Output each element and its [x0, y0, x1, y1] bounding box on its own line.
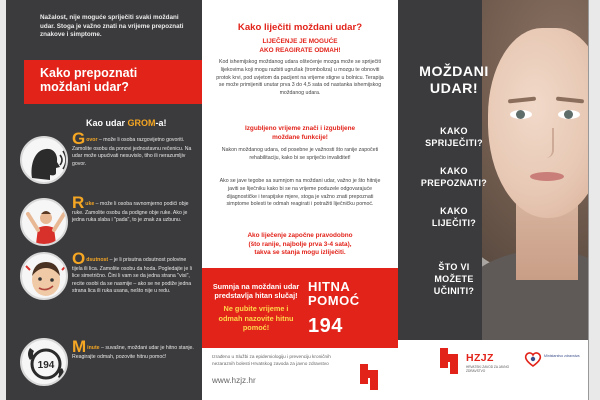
red-note-2-line-1: Izgubljeno vrijeme znači i izgubljene — [244, 125, 356, 132]
portrait-lips — [530, 172, 564, 181]
question-action-line-1: ŠTO VI — [438, 262, 470, 272]
banner-line-2: moždani udar? — [40, 79, 129, 94]
hitna-label: HITNA — [308, 279, 351, 294]
pomoc-label: POMOĆ — [308, 292, 360, 308]
grom-text-minute — [72, 337, 194, 361]
recognize-banner — [24, 60, 202, 104]
question-recognize-line-1: KAKO — [440, 166, 468, 176]
cover-question-action — [404, 262, 504, 298]
grom-text-govor — [72, 129, 194, 168]
emergency-phone-number: 194 — [308, 315, 343, 338]
asymmetric-face-icon — [20, 252, 68, 300]
red-note-2-line-2: moždane funkcije! — [272, 133, 328, 141]
red-note-3 — [216, 232, 384, 258]
treatment-paragraph-3: Ako se javе tegobe sa sumnjom na moždani udar, važno je što hitnije javiti se liječniku kako bi se na vrijeme poduzele odgovarajuće dijagnostičke i terapijske mjere, stoga je važno znati prepoznati simptome bolesti te odmah reagirati i potražiti liječničku pomoć. — [219, 178, 381, 208]
cover-title-line-2: UDAR! — [429, 81, 479, 98]
grom-text-ruke — [72, 193, 194, 225]
red-note-3-line-2: (što ranije, najbolje prva 3-4 sata), — [248, 240, 352, 248]
emergency-number-block — [308, 268, 396, 348]
treatment-paragraph-1: Kod ishemijskog moždanog udara oštećenje mozga može se spriječiti lijekovima koji mogu razbiti ugrušak (tromboliza) u mozgu te obnoviti protok krvi, pod uvjetom da pacijent na vrijeme stigne u bolnicu. Terapija se može primijeniti unutar prva 3 do 4,5 sata od nastanka ishemijskog moždanog udara. — [216, 59, 384, 97]
credit-text: Izrađeno u Službi za epidemiologiju i prevenciju kroničnih nezaraznih bolesti Hrvatskog zavoda za javno zdravstvo — [212, 354, 331, 366]
grom-word-minute: inute — [87, 345, 100, 351]
question-treat-line-1: KAKO — [440, 206, 468, 216]
grom-desc-ruke: – može li osoba ravnomjerno podići obje ruke. Zamolite osobu da podigne obje ruke. Ako je jedna ruka slaba i "pada", to je znak za uzbunu. — [72, 201, 189, 224]
panel-cover — [398, 0, 588, 400]
grom-text-odsutnost — [72, 249, 194, 296]
intro-text: Nažalost, nije moguće spriječiti svaki moždani udar. Stoga je važno znati na vrijeme prepoznati znakove i simptome. — [40, 14, 184, 39]
hzjz-logo-icon — [440, 348, 462, 374]
grom-subtitle — [86, 118, 167, 128]
red-note-2 — [216, 125, 384, 142]
grom-letter-r: R — [72, 193, 85, 212]
page-edge-divider — [588, 0, 589, 400]
panel-recognize — [6, 0, 202, 400]
cover-question-recognize — [404, 166, 504, 190]
red-note-3-line-3: takva se stanja mogu izliječiti. — [254, 249, 346, 257]
question-action-line-3: UČINITI? — [433, 285, 475, 296]
cover-title — [404, 64, 504, 99]
emergency-message — [202, 268, 304, 348]
question-prevent-line-1: KAKO — [440, 126, 468, 136]
banner-line-1: Kako prepoznati — [40, 66, 138, 80]
brochure-sheet — [6, 0, 588, 400]
raised-hands-icon — [20, 198, 68, 246]
cover-title-line-1: MOŽDANI — [419, 64, 489, 80]
question-prevent-line-2: SPRIJEČITI? — [425, 137, 483, 148]
grom-desc-minute: – suvašne, moždani udar je hitno stanje. Reagirajte odmah, pozovite hitnu pomoć! — [72, 345, 194, 360]
red-note-1-line-2: AKO REAGIRATE ODMAH! — [259, 46, 341, 54]
grom-letter-g: G — [72, 129, 86, 148]
red-note-3-line-1: Ako liječenje započne pravodobno — [247, 232, 353, 239]
question-treat-line-2: LIJEČITI? — [431, 217, 477, 228]
grom-letter-o: O — [72, 249, 86, 268]
ministry-heart-icon — [524, 350, 542, 368]
portrait-eye-right — [558, 110, 580, 119]
red-note-1-line-1: LIJEČENJE JE MOGUĆE — [262, 38, 338, 45]
grom-letter-m: M — [72, 337, 87, 356]
hzjz-logo-text: HZJZ — [466, 352, 494, 364]
cover-question-treat — [404, 206, 504, 230]
grom-subtitle-prefix: Kao udar — [86, 118, 128, 128]
website-link[interactable]: www.hzjz.hr — [212, 376, 256, 385]
red-note-1 — [216, 38, 384, 55]
cover-question-prevent — [404, 126, 504, 150]
emergency-action: Ne gubite vrijeme i odmah nazovite hitnu pomoć! — [218, 304, 294, 332]
speaking-head-icon — [20, 136, 68, 184]
logo-strip — [398, 340, 588, 400]
question-action-line-2: MOŽETE — [434, 273, 474, 284]
treatment-paragraph-2: Nakon moždanog udara, od posebne je važnosti što ranije započeti rehabilitaciju, kako bi se spriječio invaliditet! — [221, 147, 379, 161]
svg-text:194: 194 — [37, 360, 55, 371]
hzjz-logo-subtitle: HRVATSKI ZAVOD ZA JAVNO ZDRAVSTVO — [466, 365, 510, 374]
emergency-box — [202, 268, 398, 348]
grom-desc-odsutnost: – je li prisutna odsutnost polovine tijela ili lica. Zamolite osobu da hoda. Pogledajte je li lice simetrično. Čini li vam se da jedna strana "visi", recite osobi da se nasmije – ako se ne podiže jedna strana lica ili ruka usana, nešto nije u redu. — [72, 257, 192, 295]
treatment-title: Kako liječiti moždani udar? — [237, 22, 363, 33]
portrait-nose — [544, 128, 554, 158]
question-recognize-line-2: PREPOZNATI? — [420, 177, 488, 188]
grom-word-odsutnost: dsutnost — [86, 257, 109, 263]
grom-word-ruke: uke — [85, 201, 95, 207]
ministry-logo-text: Ministarstvo zdravstva — [544, 354, 580, 358]
grom-subtitle-highlight: GROM — [127, 118, 156, 128]
grom-subtitle-suffix: -a! — [155, 118, 167, 128]
emergency-question: Sumnja na moždani udar predstavlja hitan slučaj! — [212, 282, 300, 301]
panel-treatment — [202, 0, 398, 400]
grom-desc-govor: – može li osoba razgovijetno govoriti. Zamolite osobu da ponovi jednostavnu rečenicu. Na udar može upućivati nesuvislo, tiho ili nerazumljiv govor. — [72, 137, 192, 167]
hzjz-corner-mark-icon — [360, 364, 380, 390]
portrait-eye-left — [510, 110, 532, 119]
phone-194-icon — [20, 338, 68, 386]
grom-word-govor: ovor — [86, 137, 98, 143]
